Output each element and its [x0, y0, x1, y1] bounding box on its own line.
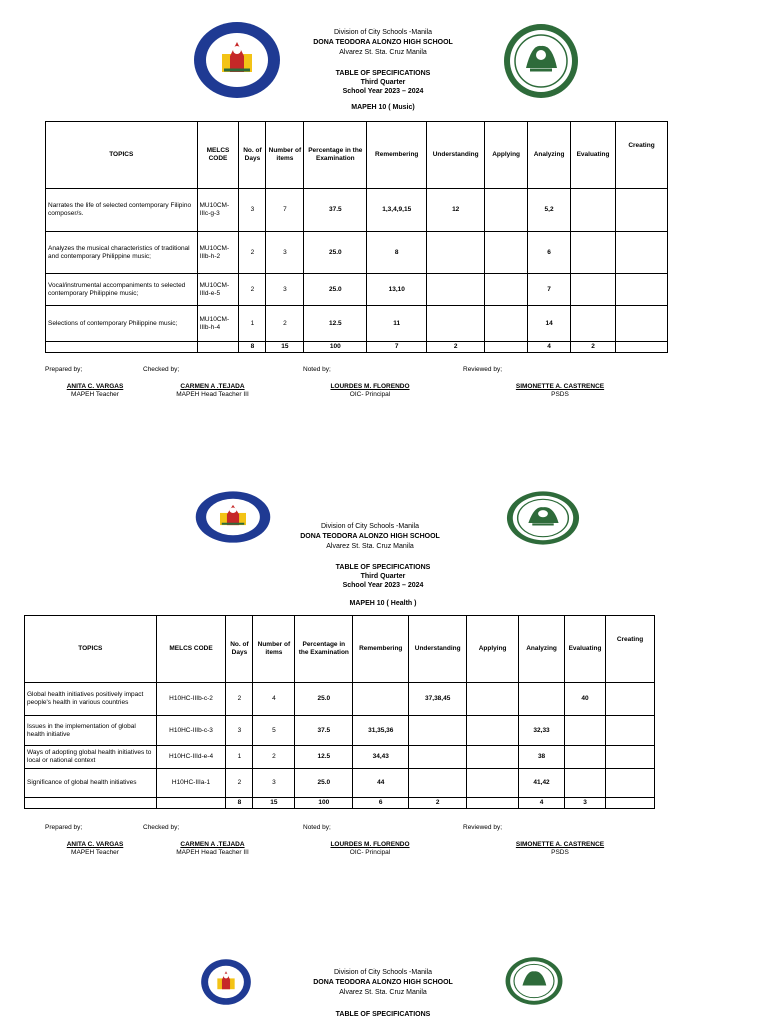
noted-label: Noted by; [303, 366, 331, 373]
header-creating: Creating [606, 616, 655, 683]
empty-cell [25, 798, 157, 809]
header-no-days: No. of Days [226, 616, 253, 683]
applying-cell [467, 683, 519, 716]
header-remembering: Remembering [367, 122, 427, 189]
topic-cell: Vocal/instrumental accompaniments to selected contemporary Philippine music; [46, 274, 198, 306]
percentage-cell: 25.0 [304, 232, 367, 274]
subject-title: MAPEH 10 ( Music) [351, 104, 415, 111]
header-number-items: Number of items [266, 122, 304, 189]
music-tos-table [45, 121, 668, 353]
creating-cell [616, 189, 668, 232]
items-cell: 2 [266, 306, 304, 342]
percentage-cell: 12.5 [304, 306, 367, 342]
evaluating-cell [571, 274, 616, 306]
days-cell: 3 [239, 189, 266, 232]
header-evaluating: Evaluating [565, 616, 606, 683]
title-line-3: School Year 2023 – 2024 [342, 582, 424, 589]
analyzing-cell: 5,2 [528, 189, 571, 232]
signatory-role: OIC- Principal [349, 391, 391, 398]
empty-cell [156, 798, 226, 809]
division-name: Division of City Schools -Manila [333, 969, 433, 976]
signatory-role: MAPEH Head Teacher III [176, 849, 249, 856]
topic-cell: Significance of global health initiatives [25, 769, 157, 798]
header-evaluating: Evaluating [571, 122, 616, 189]
remembering-cell: 8 [367, 232, 427, 274]
title-line-3: School Year 2023 – 2024 [342, 88, 424, 95]
signatory-prepared [55, 841, 135, 857]
signatory-noted [320, 383, 420, 399]
understanding-cell [409, 769, 467, 798]
understanding-cell [427, 306, 485, 342]
tos-title [283, 1010, 483, 1019]
signatory-checked [165, 383, 260, 399]
understanding-cell [427, 274, 485, 306]
header-percentage: Percentage in the Examination [304, 122, 367, 189]
items-cell: 3 [253, 769, 295, 798]
division-name: Division of City Schools -Manila [320, 523, 420, 530]
melcs-code-cell: H10HC-IIId-e-4 [156, 746, 226, 769]
topic-cell: Selections of contemporary Philippine music; [46, 306, 198, 342]
total-days-cell: 8 [239, 342, 266, 353]
days-cell: 2 [239, 232, 266, 274]
total-percentage-cell: 100 [304, 342, 367, 353]
signatory-role: PSDS [551, 849, 569, 856]
applying-cell [485, 306, 528, 342]
creating-cell [606, 683, 655, 716]
school-header [283, 28, 483, 58]
remembering-cell [353, 683, 409, 716]
school-seal-logo [505, 490, 581, 546]
table-row [25, 746, 655, 769]
school-seal-logo [504, 956, 564, 1006]
evaluating-cell [571, 189, 616, 232]
header-topics: TOPICS [46, 122, 198, 189]
melcs-code-cell: MU10CM-IIIc-g-3 [197, 189, 239, 232]
analyzing-cell: 41,42 [519, 769, 565, 798]
days-cell: 1 [239, 306, 266, 342]
evaluating-cell [571, 232, 616, 274]
melcs-code-cell: H10HC-IIIa-1 [156, 769, 226, 798]
tos-title [283, 69, 483, 96]
signatory-name: LOURDES M. FLORENDO [330, 383, 410, 390]
title-line-2: Third Quarter [360, 573, 406, 580]
table-row [25, 683, 655, 716]
signature-labels [0, 824, 768, 834]
subject-title: MAPEH 10 ( Health ) [349, 600, 417, 607]
title-line-1: TABLE OF SPECIFICATIONS [335, 70, 431, 77]
signatory-name: CARMEN A .TEJADA [180, 383, 245, 390]
school-seal-logo [502, 22, 580, 100]
applying-cell [485, 189, 528, 232]
understanding-cell [409, 716, 467, 746]
evaluating-cell: 40 [565, 683, 606, 716]
items-cell: 7 [266, 189, 304, 232]
evaluating-cell [571, 306, 616, 342]
signatory-name: LOURDES M. FLORENDO [330, 841, 410, 848]
school-name: DONA TEODORA ALONZO HIGH SCHOOL [313, 979, 453, 986]
title-line-1: TABLE OF SPECIFICATIONS [335, 1011, 431, 1018]
creating-cell [616, 232, 668, 274]
prepared-label: Prepared by; [45, 824, 83, 831]
noted-label: Noted by; [303, 824, 331, 831]
reviewed-label: Reviewed by; [463, 824, 503, 831]
header-topics: TOPICS [25, 616, 157, 683]
table-row [46, 306, 668, 342]
totals-row [25, 798, 655, 809]
total-items-cell: 15 [253, 798, 295, 809]
signatory-name: SIMONETTE A. CASTRENCE [515, 841, 605, 848]
remembering-cell: 1,3,4,9,15 [367, 189, 427, 232]
header-no-days: No. of Days [239, 122, 266, 189]
total-analyzing-cell: 4 [528, 342, 571, 353]
analyzing-cell: 32,33 [519, 716, 565, 746]
school-header [283, 968, 483, 998]
topic-cell: Analyzes the musical characteristics of traditional and contemporary Philippine music; [46, 232, 198, 274]
remembering-cell: 11 [367, 306, 427, 342]
header-analyzing: Analyzing [519, 616, 565, 683]
applying-cell [467, 716, 519, 746]
analyzing-cell: 6 [528, 232, 571, 274]
signatory-prepared [55, 383, 135, 399]
remembering-cell: 13,10 [367, 274, 427, 306]
creating-cell [606, 769, 655, 798]
percentage-cell: 25.0 [295, 769, 353, 798]
understanding-cell [409, 746, 467, 769]
header-analyzing: Analyzing [528, 122, 571, 189]
empty-cell [467, 798, 519, 809]
table-row [25, 716, 655, 746]
division-seal-logo [194, 490, 272, 544]
evaluating-cell [565, 769, 606, 798]
empty-cell [606, 798, 655, 809]
checked-label: Checked by; [143, 366, 180, 373]
remembering-cell: 34,43 [353, 746, 409, 769]
evaluating-cell [565, 716, 606, 746]
applying-cell [467, 769, 519, 798]
header-number-items: Number of items [253, 616, 295, 683]
signatory-checked [165, 841, 260, 857]
creating-cell [606, 716, 655, 746]
signatory-noted [320, 841, 420, 857]
applying-cell [485, 274, 528, 306]
analyzing-cell: 38 [519, 746, 565, 769]
days-cell: 2 [226, 683, 253, 716]
total-evaluating-cell: 2 [571, 342, 616, 353]
header-understanding: Understanding [409, 616, 467, 683]
melcs-code-cell: MU10CM-IIId-e-5 [197, 274, 239, 306]
creating-cell [616, 274, 668, 306]
melcs-code-cell: H10HC-IIIb-c-3 [156, 716, 226, 746]
school-address: Alvarez St. Sta. Cruz Manila [339, 49, 427, 56]
reviewed-label: Reviewed by; [463, 366, 503, 373]
header-remembering: Remembering [353, 616, 409, 683]
analyzing-cell: 7 [528, 274, 571, 306]
table-row [25, 769, 655, 798]
table-row [46, 274, 668, 306]
items-cell: 2 [253, 746, 295, 769]
signatory-role: MAPEH Teacher [71, 849, 119, 856]
division-seal-logo [192, 20, 282, 100]
total-evaluating-cell: 3 [565, 798, 606, 809]
topic-cell: Ways of adopting global health initiatives to local or national context [25, 746, 157, 769]
division-name: Division of City Schools -Manila [333, 29, 433, 36]
signatory-name: ANITA C. VARGAS [66, 383, 124, 390]
topic-cell: Global health initiatives positively impact people's health in various countries [25, 683, 157, 716]
signatory-role: MAPEH Teacher [71, 391, 119, 398]
empty-cell [485, 342, 528, 353]
evaluating-cell [565, 746, 606, 769]
total-remembering-cell: 7 [367, 342, 427, 353]
analyzing-cell: 14 [528, 306, 571, 342]
percentage-cell: 12.5 [295, 746, 353, 769]
items-cell: 3 [266, 232, 304, 274]
applying-cell [467, 746, 519, 769]
melcs-code-cell: H10HC-IIIb-c-2 [156, 683, 226, 716]
melcs-code-cell: MU10CM-IIIb-h-2 [197, 232, 239, 274]
school-name: DONA TEODORA ALONZO HIGH SCHOOL [313, 39, 453, 46]
division-seal-logo [200, 958, 252, 1006]
total-days-cell: 8 [226, 798, 253, 809]
header-applying: Applying [485, 122, 528, 189]
header-understanding: Understanding [427, 122, 485, 189]
health-tos-table [24, 615, 655, 809]
school-address: Alvarez St. Sta. Cruz Manila [339, 989, 427, 996]
melcs-code-cell: MU10CM-IIIb-h-4 [197, 306, 239, 342]
topic-cell: Narrates the life of selected contemporary Filipino composer/s. [46, 189, 198, 232]
days-cell: 2 [226, 769, 253, 798]
percentage-cell: 37.5 [295, 716, 353, 746]
remembering-cell: 44 [353, 769, 409, 798]
signatory-reviewed [505, 383, 615, 399]
applying-cell [485, 232, 528, 274]
title-line-2: Third Quarter [360, 79, 406, 86]
total-percentage-cell: 100 [295, 798, 353, 809]
signatory-name: SIMONETTE A. CASTRENCE [515, 383, 605, 390]
table-row [46, 232, 668, 274]
total-analyzing-cell: 4 [519, 798, 565, 809]
understanding-cell: 12 [427, 189, 485, 232]
days-cell: 1 [226, 746, 253, 769]
empty-cell [616, 342, 668, 353]
prepared-label: Prepared by; [45, 366, 83, 373]
signatory-role: OIC- Principal [349, 849, 391, 856]
header-percentage: Percentage in the Examination [295, 616, 353, 683]
items-cell: 4 [253, 683, 295, 716]
topic-cell: Issues in the implementation of global health initiative [25, 716, 157, 746]
creating-cell [606, 746, 655, 769]
totals-row [46, 342, 668, 353]
percentage-cell: 25.0 [295, 683, 353, 716]
percentage-cell: 37.5 [304, 189, 367, 232]
empty-cell [197, 342, 239, 353]
header-melcs-code: MELCS CODE [156, 616, 226, 683]
title-line-1: TABLE OF SPECIFICATIONS [335, 564, 431, 571]
remembering-cell: 31,35,36 [353, 716, 409, 746]
items-cell: 3 [266, 274, 304, 306]
total-understanding-cell: 2 [409, 798, 467, 809]
tos-title [283, 563, 483, 590]
understanding-cell [427, 232, 485, 274]
signatory-name: CARMEN A .TEJADA [180, 841, 245, 848]
total-understanding-cell: 2 [427, 342, 485, 353]
signatory-role: PSDS [551, 391, 569, 398]
signature-labels [0, 366, 768, 376]
understanding-cell: 37,38,45 [409, 683, 467, 716]
signatory-name: ANITA C. VARGAS [66, 841, 124, 848]
total-items-cell: 15 [266, 342, 304, 353]
days-cell: 2 [239, 274, 266, 306]
analyzing-cell [519, 683, 565, 716]
header-creating: Creating [616, 122, 668, 189]
items-cell: 5 [253, 716, 295, 746]
header-applying: Applying [467, 616, 519, 683]
signatory-reviewed [505, 841, 615, 857]
header-melcs-code: MELCS CODE [197, 122, 239, 189]
school-header [270, 522, 470, 552]
percentage-cell: 25.0 [304, 274, 367, 306]
signatory-role: MAPEH Head Teacher III [176, 391, 249, 398]
table-row [46, 189, 668, 232]
creating-cell [616, 306, 668, 342]
school-name: DONA TEODORA ALONZO HIGH SCHOOL [300, 533, 440, 540]
days-cell: 3 [226, 716, 253, 746]
total-remembering-cell: 6 [353, 798, 409, 809]
school-address: Alvarez St. Sta. Cruz Manila [326, 543, 414, 550]
empty-cell [46, 342, 198, 353]
checked-label: Checked by; [143, 824, 180, 831]
